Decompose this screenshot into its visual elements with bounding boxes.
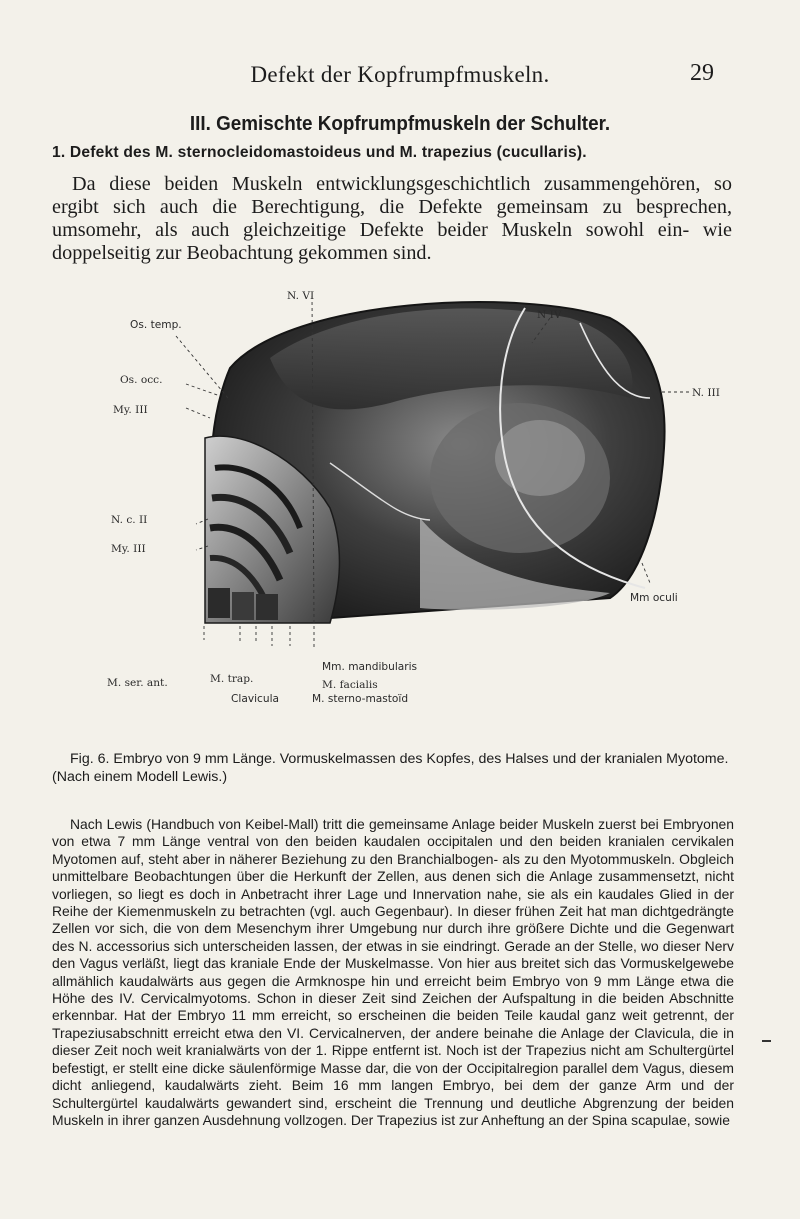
label-m-facialis: M. facialis xyxy=(322,679,378,691)
label-n-iv: N IV xyxy=(537,309,562,321)
section-heading: III. Gemischte Kopfrumpfmuskeln der Schulter. xyxy=(189,112,611,135)
label-n-c-ii: N. c. II xyxy=(111,514,148,526)
eye-highlight xyxy=(495,420,585,496)
figure-caption: Fig. 6. Embryo von 9 mm Länge. Vormuskelmassen des Kopfes, des Halses und der kranialen Myotome. (Nach einem Modell Lewis.) xyxy=(52,751,729,785)
label-os-temp: Os. temp. xyxy=(130,319,182,331)
label-n-vi: N. VI xyxy=(287,290,315,302)
subsection-heading: 1. Defekt des M. sternocleidomastoideus und M. trapezius (cucullaris). xyxy=(52,144,587,161)
label-m-sterno-mastoid: M. sterno-mastoïd xyxy=(312,693,409,705)
running-title: Defekt der Kopfrumpfmuskeln. xyxy=(250,62,550,87)
intro-paragraph: Da diese beiden Muskeln entwicklungsgeschichtlich zusammengehören, so ergibt sich auch die Berechtigung, die Defekte gemeinsam zu besprechen, umsomehr, als auch gleichzeitige Defekte beider Muskeln sowohl ein- wie doppelseitig zur Beobachtung gekommen sind. xyxy=(52,173,732,264)
label-m-ser-ant: M. ser. ant. xyxy=(107,677,168,689)
label-mm-oculi: Mm oculi xyxy=(630,592,678,604)
page-number: 29 xyxy=(690,60,714,86)
label-n-iii: N. III xyxy=(692,387,720,399)
body-paragraph: Nach Lewis (Handbuch von Keibel-Mall) tritt die gemeinsame Anlage beider Muskeln zuerst bei Embryonen von etwa 7 mm Länge ventral von den beiden kaudalen occipitalen und den beiden kranialen cervikalen Myotomen auf, steht aber in näherer Beziehung zu den Branchialbogen- als zu den Myotommuskeln. Obgleich unmittelbare Beobachtungen über die Herkunft der Zellen, aus denen sich die Anlage zusammensetzt, nicht vorliegen, so liegt es doch in Anbetracht ihrer Lage und Innervation nahe, sie als ein kaudales Glied in der Reihe der Kiemenmuskeln zu betrachten (vgl. auch Gegenbaur). In dieser frühen Zeit hat man dichtgedrängte Zellen vor sich, die von dem Mesenchym ihrer Umgebung nur durch ihre größere Dichte und die Gegenwart des N. accessorius sich unterscheiden lassen, der etwas in sie eindringt. Gerade an der Stelle, wo dieser Nerv den Vagus verläßt, liegt das kraniale Ende der Muskelmasse. Von hier aus breitet sich das Vormuskelgewebe allmählich kaudalwärts aus gegen die Armknospe hin und erreicht beim Embryo von 9 mm Länge etwa die Höhe des IV. Cervicalmyotoms. Schon in dieser Zeit sind Zeichen der Aufspaltung in die beiden Abschnitte erkennbar. Hat der Embryo 11 mm erreicht, so erscheinen die beiden Teile kaudal ganz weit getrennt, der Trapeziusabschnitt erreicht etwa den VI. Cervicalnerven, der andere beinahe die Anlage der Clavicula, die in dieser Zeit noch weit kranialwärts von der 1. Rippe entfernt ist. Noch ist der Trapezius nicht am Schultergürtel befestigt, er stellt eine dicke säulenförmige Masse dar, die von der Occipitalregion parallel dem Vagus, diesem dicht anliegend, kaudalwärts zieht. Beim 16 mm langen Embryo, bei dem der ganze Arm und der Schultergürtel kaudalwärts gewandert sind, erscheint die Trennung und deutliche Abgrenzung der beiden Muskeln in ihrer ganzen Ausdehnung vollzogen. Der Trapezius ist zur Anheftung an der Spina scapulae, sowie xyxy=(52,816,734,1128)
label-mm-mandibularis: Mm. mandibularis xyxy=(322,661,418,673)
embryo-illustration xyxy=(0,288,800,728)
label-my-iii-upper: My. III xyxy=(113,404,148,416)
label-clavicula: Clavicula xyxy=(231,693,280,705)
figure-embryo-model xyxy=(0,288,800,728)
label-my-iii-lower: My. III xyxy=(111,543,146,555)
label-os-occ: Os. occ. xyxy=(120,374,163,386)
label-m-trap: M. trap. xyxy=(210,673,254,685)
margin-mark xyxy=(762,1040,771,1042)
